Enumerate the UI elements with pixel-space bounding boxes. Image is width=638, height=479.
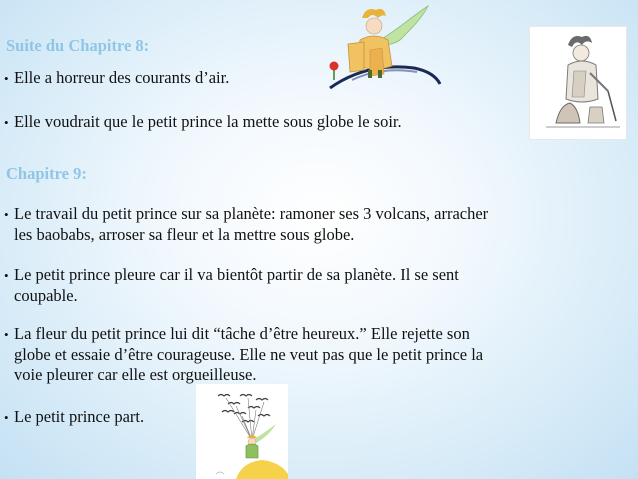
bullet-text: Le travail du petit prince sur sa planète: ramoner ses 3 volcans, arracher bbox=[14, 204, 489, 223]
section-heading-chapter-9: Chapitre 9: bbox=[6, 164, 87, 183]
bullet-item bbox=[4, 68, 229, 89]
birds-departure-image bbox=[196, 384, 288, 479]
little-prince-with-scarf-image bbox=[312, 0, 447, 100]
bullet-icon: • bbox=[4, 71, 9, 86]
bullet-text: La fleur du petit prince lui dit “tâche d’être heureux.” Elle rejette son bbox=[14, 324, 470, 343]
bullet-text-continuation: globe et essaie d’être courageuse. Elle ne veut pas que le petit prince la bbox=[14, 345, 484, 364]
bullet-item bbox=[4, 407, 144, 428]
bullet-icon: • bbox=[4, 207, 9, 222]
bullet-text: Le petit prince part. bbox=[14, 407, 145, 426]
bullet-icon: • bbox=[4, 327, 9, 342]
bullet-item bbox=[4, 204, 488, 245]
section-heading-chapter-8: Suite du Chapitre 8: bbox=[6, 36, 150, 55]
bullet-icon: • bbox=[4, 268, 9, 283]
bullet-item bbox=[4, 112, 402, 133]
bullet-icon: • bbox=[4, 410, 9, 425]
volcano-sweeping-drawing bbox=[530, 27, 626, 139]
bullet-item bbox=[4, 324, 483, 385]
bullet-text: Le petit prince pleure car il va bientôt partir de sa planète. Il se sent bbox=[14, 265, 459, 284]
bullet-text-continuation: coupable. bbox=[14, 286, 78, 305]
bullet-item bbox=[4, 265, 459, 306]
bullet-text-continuation: voie pleurer car elle est orgueilleuse. bbox=[14, 365, 257, 384]
bullet-icon: • bbox=[4, 115, 9, 130]
bullet-text: Elle a horreur des courants d’air. bbox=[14, 68, 230, 87]
bullet-text: Elle voudrait que le petit prince la mette sous globe le soir. bbox=[14, 112, 402, 131]
volcano-sweeping-image bbox=[530, 27, 626, 139]
bullet-text-continuation: les baobabs, arroser sa fleur et la mettre sous globe. bbox=[14, 225, 355, 244]
